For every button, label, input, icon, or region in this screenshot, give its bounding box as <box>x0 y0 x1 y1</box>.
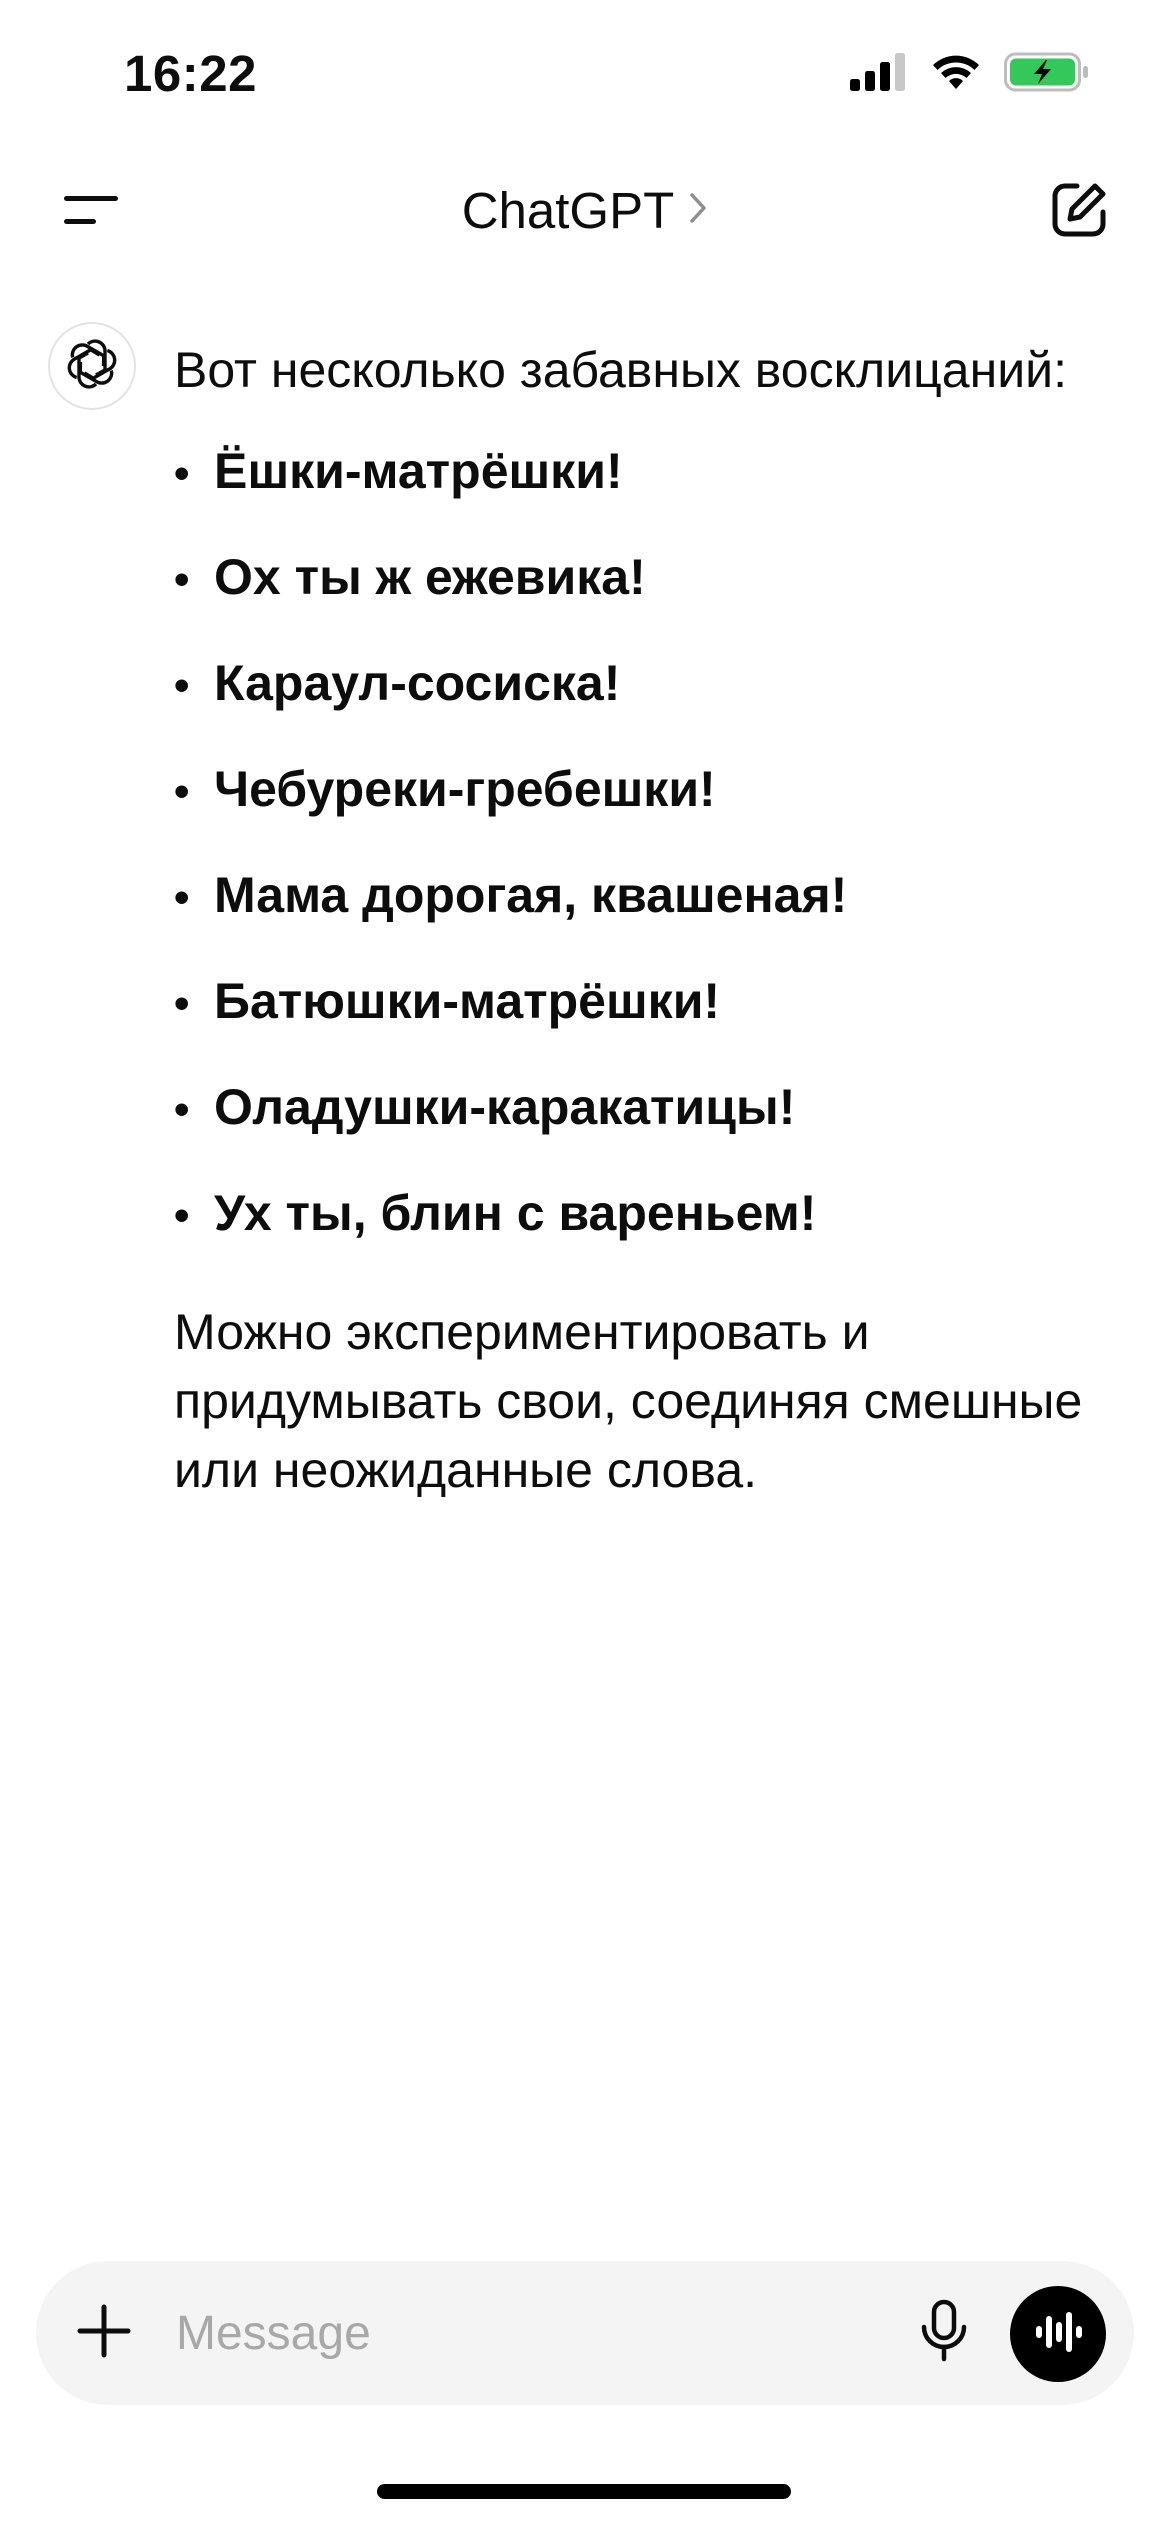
voice-mode-icon <box>1033 2310 1083 2359</box>
header <box>0 150 1170 270</box>
status-icons <box>850 52 1090 92</box>
message-intro: Вот несколько забавных восклицаний: <box>174 342 1067 398</box>
chevron-right-icon <box>688 191 708 230</box>
list-item-text: Чебуреки-гребешки! <box>214 761 716 817</box>
bullet-dot: • <box>174 1191 190 1240</box>
message-outro: Можно экспериментировать и придумывать свои, соединяя смешные или неожиданные слова. <box>174 1304 1083 1498</box>
list-item-text: Ёшки-матрёшки! <box>214 443 623 499</box>
list-item-text: Батюшки-матрёшки! <box>214 973 721 1029</box>
list-item <box>174 861 1104 932</box>
list-item <box>174 649 1104 720</box>
plus-icon <box>76 2303 132 2364</box>
list-item <box>174 967 1104 1038</box>
list-item <box>174 1179 1104 1250</box>
list-item-text: Ух ты, блин с вареньем! <box>214 1185 817 1241</box>
message-input[interactable] <box>176 2291 916 2375</box>
bullet-dot: • <box>174 661 190 710</box>
list-item <box>174 437 1104 508</box>
page-title: ChatGPT <box>461 181 675 239</box>
new-chat-icon <box>1049 180 1109 245</box>
new-chat-button[interactable] <box>1034 172 1124 252</box>
microphone-icon <box>919 2299 969 2368</box>
bullet-dot: • <box>174 449 190 498</box>
message-body <box>174 336 1104 1505</box>
list-item-text: Мама дорогая, квашеная! <box>214 867 848 923</box>
list-item <box>174 755 1104 826</box>
model-selector[interactable] <box>0 150 1170 270</box>
list-item-text: Караул-сосиска! <box>214 655 621 711</box>
bullet-dot: • <box>174 555 190 604</box>
battery-charging-icon <box>1004 52 1090 92</box>
home-indicator[interactable] <box>377 2484 791 2499</box>
wifi-icon <box>930 53 982 91</box>
list-item <box>174 1073 1104 1144</box>
dictate-button[interactable] <box>904 2293 984 2373</box>
status-time: 16:22 <box>124 45 257 102</box>
voice-mode-button[interactable] <box>1010 2286 1106 2382</box>
list-item-text: Оладушки-каракатицы! <box>214 1079 796 1135</box>
message-composer <box>36 2261 1134 2405</box>
bullet-dot: • <box>174 979 190 1028</box>
avatar <box>48 322 136 410</box>
bullet-dot: • <box>174 1085 190 1134</box>
attach-button[interactable] <box>68 2297 140 2369</box>
list-item <box>174 543 1104 614</box>
list-item-text: Ох ты ж ежевика! <box>214 549 646 605</box>
exclamation-list <box>174 437 1104 1250</box>
cellular-signal-icon <box>850 53 908 91</box>
openai-logo-icon <box>63 335 121 398</box>
status-bar <box>0 0 1170 150</box>
bullet-dot: • <box>174 873 190 922</box>
bullet-dot: • <box>174 767 190 816</box>
